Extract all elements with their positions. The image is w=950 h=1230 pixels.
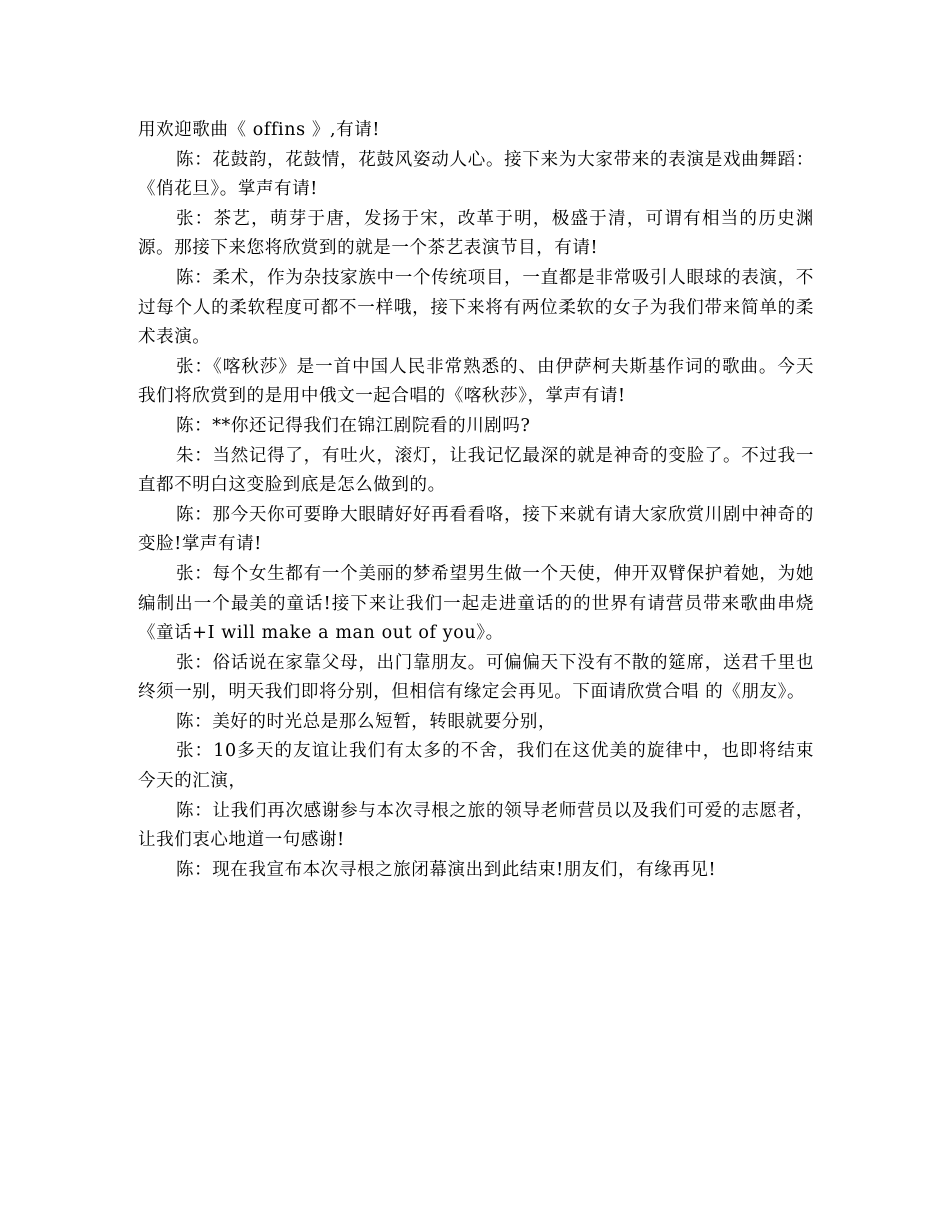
paragraph-tea-art: 张：茶艺，萌芽于唐，发扬于宋，改革于明，极盛于清，可谓有相当的历史渊源。那接下来您将欣赏到的就是一个茶艺表演节目，有请! — [138, 208, 814, 259]
paragraph-closing: 陈：现在我宣布本次寻根之旅闭幕演出到此结束!朋友们，有缘再见! — [176, 859, 717, 880]
paragraph-contortion: 陈：柔术，作为杂技家族中一个传统项目，一直都是非常吸引人眼球的表演，不过每个人的柔软程度可都不一样哦，接下来将有两位柔软的女子为我们带来简单的柔术表演。 — [138, 267, 814, 348]
paragraph-opening-song: 用欢迎歌曲《 offins 》,有请! — [138, 120, 380, 140]
paragraph-parting-time: 陈：美好的时光总是那么短暂，转眼就要分别， — [176, 711, 557, 732]
paragraph-friendship-finale: 张：10多天的友谊让我们有太多的不舍，我们在这优美的旋律中，也即将结束今天的汇演， — [138, 741, 814, 792]
paragraph-face-changing-show: 陈：那今天你可要睁大眼睛好好再看看咯，接下来就有请大家欣赏川剧中神奇的变脸!掌声有请! — [138, 504, 814, 555]
paragraph-flower-drum: 陈：花鼓韵，花鼓情，花鼓风姿动人心。接下来为大家带来的表演是戏曲舞蹈：《俏花旦》。掌声有请! — [138, 149, 814, 200]
paragraph-fairy-tale-medley: 张：每个女生都有一个美丽的梦希望男生做一个天使，伸开双臂保护着她，为她编制出一个最美的童话!接下来让我们一起走进童话的的世界有请营员带来歌曲串烧《童话+I will make a man out of you》。 — [138, 563, 814, 644]
paragraph-sichuan-opera-question: 陈：**你还记得我们在锦江剧院看的川剧吗? — [176, 415, 531, 436]
paragraph-face-changing-memory: 朱：当然记得了，有吐火，滚灯，让我记忆最深的就是神奇的变脸了。不过我一直都不明白这变脸到底是怎么做到的。 — [138, 445, 814, 496]
paragraph-thanks: 陈：让我们再次感谢参与本次寻根之旅的领导老师营员以及我们可爱的志愿者，让我们衷心地道一句感谢! — [138, 800, 814, 851]
document-body — [138, 116, 814, 885]
paragraph-katyusha: 张：《喀秋莎》是一首中国人民非常熟悉的、由伊萨柯夫斯基作词的歌曲。今天我们将欣赏到的是用中俄文一起合唱的《喀秋莎》，掌声有请! — [138, 356, 814, 407]
paragraph-friends-chorus: 张：俗话说在家靠父母，出门靠朋友。可偏偏天下没有不散的筵席，送君千里也终须一别，明天我们即将分别，但相信有缘定会再见。下面请欣赏合唱 的《朋友》。 — [138, 652, 814, 703]
